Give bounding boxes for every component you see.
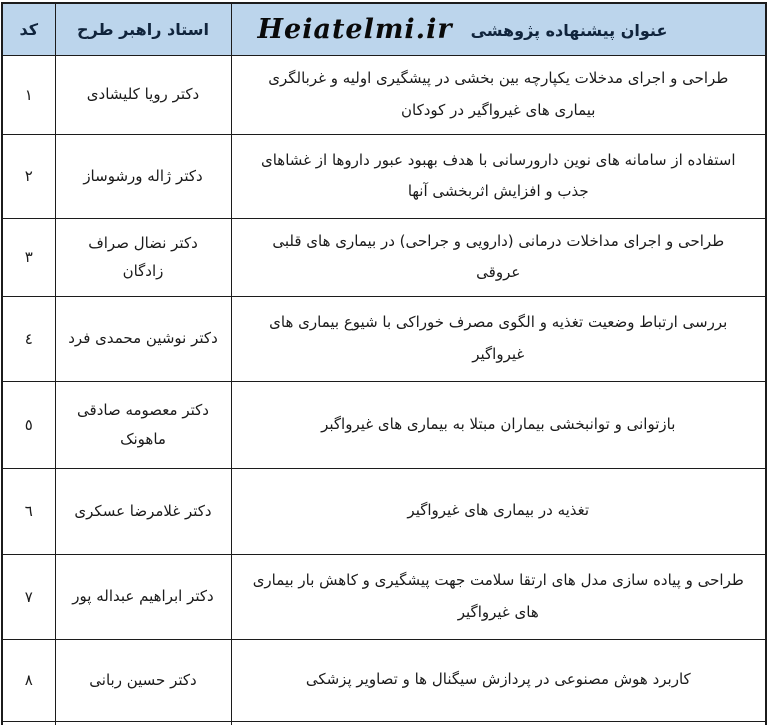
row-code: ١ <box>2 55 55 134</box>
supervisor-name: دکتر حسین ربانی <box>55 639 231 721</box>
supervisor-name: دکتر ابراهیم عبداله پور <box>55 554 231 639</box>
brand-logo: Heiatelmi.ir <box>257 13 453 45</box>
supervisor-name: دکتر ژاله ورشوساز <box>55 134 231 218</box>
proposal-title: طراحی و پیاده سازی مدل های ارتقا سلامت جهت پیشگیری و کاهش بار بیماری های غیرواگیر <box>231 554 766 639</box>
table-row <box>2 639 766 721</box>
row-code: ٤ <box>2 296 55 381</box>
code-column-header: کد <box>2 3 55 55</box>
table-row <box>2 55 766 134</box>
table-row <box>2 296 766 381</box>
row-code: ٦ <box>2 468 55 554</box>
supervisor-name: دکتر غلامرضا عسکری <box>55 468 231 554</box>
title-column-header: عنوان پیشنهاده پژوهشی <box>470 20 668 40</box>
supervisor-name: دکتر معصومه صادقی ماهونک <box>55 381 231 468</box>
partial-row <box>2 721 766 725</box>
proposal-title: طراحی و اجرای مداخلات درمانی (دارویی و جراحی) در بیماری های قلبی عروقی <box>231 218 766 296</box>
proposal-title: کاربرد هوش مصنوعی در پردازش سیگنال ها و تصاویر پزشکی <box>231 639 766 721</box>
row-code: ٧ <box>2 554 55 639</box>
table-row <box>2 381 766 468</box>
row-code: ٨ <box>2 639 55 721</box>
proposal-title: طراحی و اجرای مدخلات یکپارچه بین بخشی در پیشگیری اولیه و غربالگری بیماری های غیرواگیر در کودکان <box>231 55 766 134</box>
header-row <box>2 3 766 55</box>
row-code: ٣ <box>2 218 55 296</box>
supervisor-name: دکتر نضال صراف زادگان <box>55 218 231 296</box>
table-row <box>2 554 766 639</box>
table-row <box>2 218 766 296</box>
partial-supervisor-cell <box>55 721 231 725</box>
row-code: ٢ <box>2 134 55 218</box>
supervisor-name: دکتر رویا کلیشادی <box>55 55 231 134</box>
title-header-cell <box>231 3 766 55</box>
title-header-inner <box>232 14 766 45</box>
table-row <box>2 468 766 554</box>
supervisor-column-header: استاد راهبر طرح <box>55 3 231 55</box>
proposal-title: تغذیه در بیماری های غیرواگیر <box>231 468 766 554</box>
proposal-title: بررسی ارتباط وضعیت تغذیه و الگوی مصرف خوراکی با شیوع بیماری های غیرواگیر <box>231 296 766 381</box>
proposal-title: استفاده از سامانه های نوین دارورسانی با هدف بهبود عبور داروها از غشاهای جذب و افزایش اثربخشی آنها <box>231 134 766 218</box>
table-row <box>2 134 766 218</box>
partial-code-cell <box>2 721 55 725</box>
partial-title-cell <box>231 721 766 725</box>
row-code: ٥ <box>2 381 55 468</box>
proposal-title: بازتوانی و توانبخشی بیماران مبتلا به بیماری های غیرواگبر <box>231 381 766 468</box>
supervisor-name: دکتر نوشین محمدی فرد <box>55 296 231 381</box>
proposals-table <box>1 2 767 725</box>
